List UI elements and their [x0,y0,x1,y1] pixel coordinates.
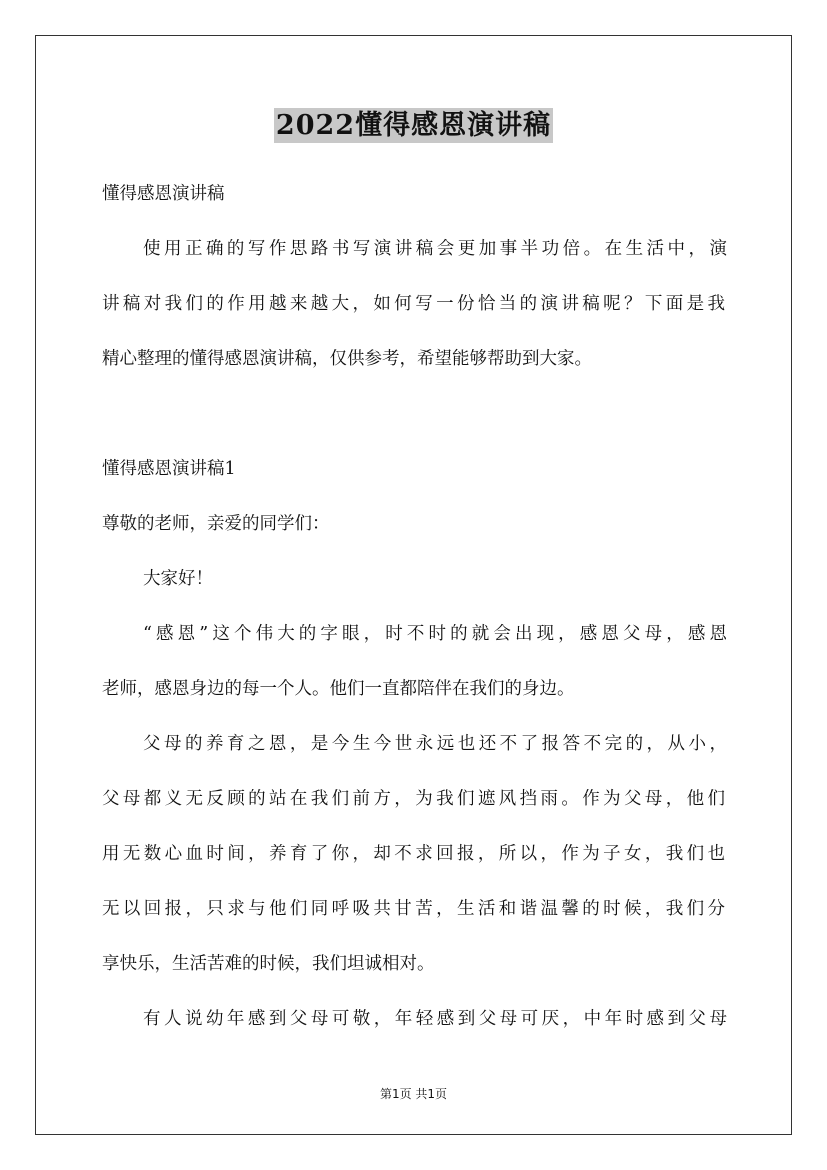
paragraph-line: 无以回报，只求与他们同呼吸共甘苦，生活和谐温馨的时候，我们分 [102,899,725,919]
greeting: 大家好！ [143,569,213,589]
salutation: 尊敬的老师，亲爱的同学们： [102,514,330,534]
doc-subtitle: 懂得感恩演讲稿 [102,184,225,204]
page-footer: 第1页 共1页 [379,1087,448,1101]
document-title-block [0,103,827,142]
paragraph-line: 讲稿对我们的作用越来越大，如何写一份恰当的演讲稿呢？下面是我 [102,294,725,314]
paragraph-line: 用无数心血时间，养育了你，却不求回报，所以，作为子女，我们也 [102,844,725,864]
paragraph-line: 享快乐，生活苦难的时候，我们坦诚相对。 [102,954,435,974]
paragraph-line: “感恩”这个伟大的字眼，时不时的就会出现，感恩父母，感恩 [143,624,727,644]
section-heading: 懂得感恩演讲稿1 [102,459,236,479]
paragraph-line: 有人说幼年感到父母可敬，年轻感到父母可厌，中年时感到父母 [143,1009,727,1029]
paragraph-line: 老师，感恩身边的每一个人。他们一直都陪伴在我们的身边。 [102,679,575,699]
paragraph-line: 使用正确的写作思路书写演讲稿会更加事半功倍。在生活中，演 [143,239,727,259]
document-title: 2022懂得感恩演讲稿 [275,110,552,141]
paragraph-line: 父母都义无反顾的站在我们前方，为我们遮风挡雨。作为父母，他们 [102,789,725,809]
paragraph-line: 父母的养育之恩，是今生今世永远也还不了报答不完的，从小， [143,734,727,754]
paragraph-line: 精心整理的懂得感恩演讲稿，仅供参考，希望能够帮助到大家。 [102,349,592,369]
